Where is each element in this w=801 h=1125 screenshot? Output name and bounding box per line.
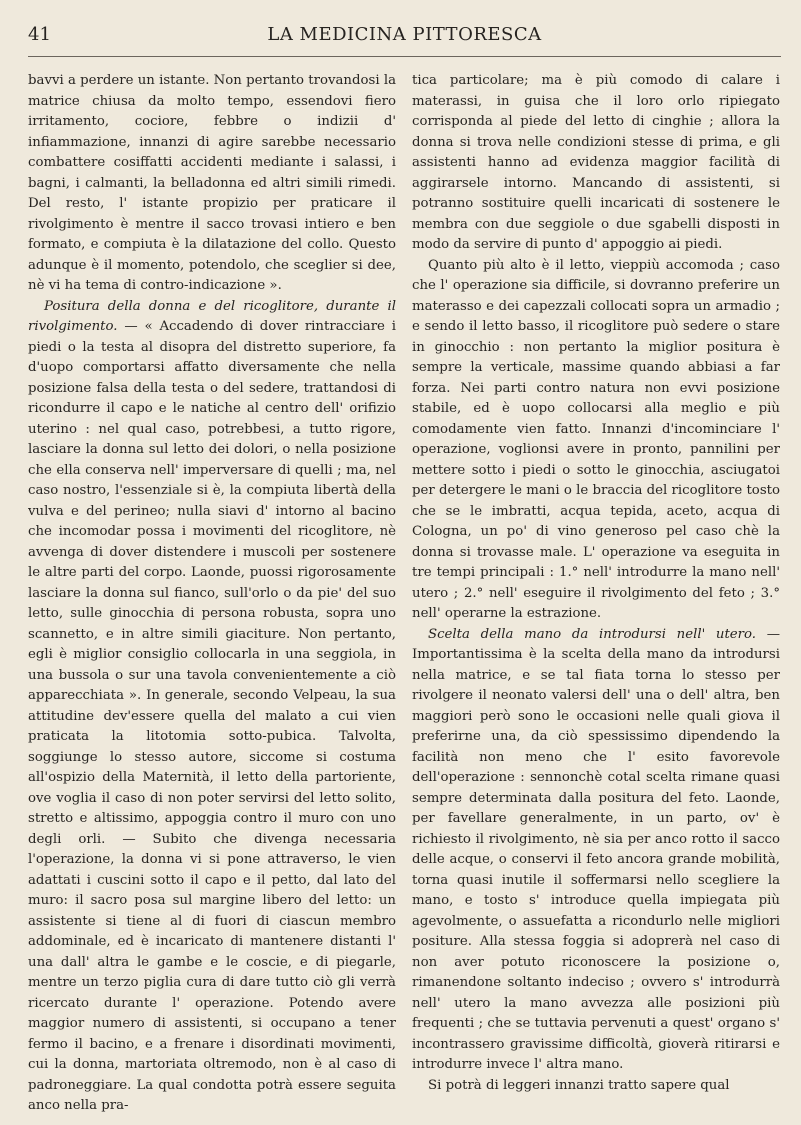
paragraph-text: Quanto più alto è il letto, vieppiù accomoda ; caso che l' operazione sia difficile, si dovranno preferire un materasso e dei capezzali collocati sopra un armadio ; e sendo il letto basso, il ricoglitore può sedere o stare in ginocchio : non pertanto la miglior positura è sempre la verticale, massime quando abbiasi a far forza. Nei parti contro natura non evvi posizione stabile, ed è uopo collocarsi alla meglio e più comodamente vien fatto. Innanzi d'incominciare l' operazione, voglionsi avere in pronto, pannilini per mettere sotto i piedi o sotto le ginocchia, asciugatoi per detergere le mani o le braccia del ricoglitore tosto che se le imbratti, acqua tepida, aceto, acqua di Cologna, un po' di vino generoso pel caso chè la donna si trovasse male. L' operazione va eseguita in tre tempi principali : 1.° nell' introdurre la mano nell' utero ; 2.° nell' eseguire il rivolgimento del feto ; 3.° nell' operarne la estrazione. — [412, 257, 780, 621]
paragraph — [412, 625, 780, 1076]
paragraph — [412, 71, 780, 256]
text-columns — [28, 71, 781, 1117]
paragraph — [28, 297, 396, 1117]
running-title: LA MEDICINA PITTORESCA — [267, 24, 542, 45]
section-heading: Positura della donna e del ricoglitore, durante il rivolgimento. — [28, 298, 396, 334]
paragraph-text: bavvi a perdere un istante. Non pertanto trovandosi la matrice chiusa da molto tempo, essendovi fiero irritamento, cociore, febbre o indizii d' infiammazione, innanzi di agire sarebbe necessario combattere cosiffatti accidenti mediante i salassi, i bagni, i calmanti, la belladonna ed altri simili rimedi. Del resto, l' istante propizio per praticare il rivolgimento è mentre il sacco trovasi intiero e ben formato, e compiuta è la dilatazione del collo. Questo adunque è il momento, potendolo, che sceglier si dee, nè vi ha tema di contro-indicazione ». — [28, 73, 396, 293]
section-heading: Scelta della mano da introdursi nell' utero. — [428, 626, 757, 642]
paragraph-text: — « Accadendo di dover rintracciare i piedi o la testa al disopra del distretto superiore, fa d'uopo comportarsi affatto diversamente che nella posizione falsa della testa o del sedere, trattandosi di ricondurre il capo e le natiche al centro dell' orifizio uterino : nel qual caso, potrebbesi, a tutto rigore, lasciare la donna sul letto dei dolori, o nella posizione che ella conserva nell' imperversare di quelli ; ma, nel caso nostro, l'essenziale si è, la compiuta libertà della vulva e del perineo; nulla siavi d' intorno al bacino che incomodar possa i movimenti del ricoglitore, nè avvenga di dover distendere i muscoli per sostenere le altre parti del corpo. Laonde, puossi rigorosamente lasciare la donna sul fianco, sull'orlo o da pie' del suo letto, sulle ginocchia di persona robusta, sopra uno scannetto, e in altre simili giaciture. Non pertanto, egli è miglior consiglio collocarla in una seggiola, in una bussola o sur una tavola convenientemente a ciò apparecchiata ». In generale, secondo Velpeau, la sua attitudine dev'essere quella del malato a cui vien praticata la litotomia sotto-pubica. Talvolta, soggiunge lo stesso autore, siccome si costuma all'ospizio della Maternità, il letto della partoriente, ove voglia il caso di non poter servirsi del letto solito, stretto e altissimo, appoggia contro il muro con uno degli orli. — Subito che divenga necessaria l'operazione, la donna vi si pone attraverso, le vien adattati i cuscini sotto il capo e il petto, dal lato del muro: il sacro posa sul margine libero del letto: un assistente si tiene al di fuori di ciascun membro addominale, ed è incaricato di mantenere distanti l' una dall' altra le gambe e le coscie, e di piegarle, mentre un terzo piglia cura di dare tutto ciò gli verrà ricercato durante l' operazione. Potendo avere maggior numero di assistenti, si occupano a tener fermo il bacino, e a frenare i disordinati movimenti, cui la donna, martoriata oltremodo, non è al caso di padroneggiare. La qual condotta potrà essere seguita anco nella pra- — [28, 319, 396, 1113]
page-header — [28, 16, 781, 57]
paragraph — [412, 256, 780, 625]
paragraph-text: tica particolare; ma è più comodo di calare i materassi, in guisa che il loro orlo ripiegato corrisponda al piede del letto di cinghie ; allora la donna si trova nelle condizioni stesse di prima, e gli assistenti hanno ad evidenza maggior facilità di aggirarsele intorno. Mancando di assistenti, si potranno sostituire quelli incaricati di sostenere le membra con due seggiole o due sgabelli disposti in modo da servire di punto d' appoggio ai piedi. — [412, 73, 780, 252]
page-number: 41 — [28, 24, 51, 45]
paragraph — [28, 71, 396, 297]
left-column — [28, 71, 396, 1117]
paragraph-text: Si potrà di leggeri innanzi tratto sapere qual — [428, 1077, 730, 1093]
paragraph-text: — Importantissima è la scelta della mano da introdursi nella matrice, e se tal fiata torna lo stesso per rivolgere il neonato valersi dell' una o dell' altra, ben maggiori però sono le occasioni nelle quali giova il preferirne una, da ciò spessissimo dipendendo la facilità non meno che l' esito favorevole dell'operazione : sennonchè cotal scelta rimane quasi sempre determinata dalla positura del feto. Laonde, per favellare generalmente, in un parto, ov' è richiesto il rivolgimento, nè sia per anco rotto il sacco delle acque, o conservi il feto ancora grande mobilità, torna quasi inutile il soffermarsi nello scegliere la mano, e tosto s' introduce quella impiegata più agevolmente, o assuefatta a ricondurlo nelle migliori positure. Alla stessa foggia si adoprerà nel caso di non aver potuto riconoscere la posizione o, rimanendone soltanto indeciso ; ovvero s' introdurrà nell' utero la mano avvezza alle posizioni più frequenti ; che se tuttavia pervenuti a quest' organo s' incontrassero gravissime difficoltà, gioverà ritirarsi e introdurre invece l' altra mano. — [412, 626, 780, 1072]
paragraph — [412, 1076, 780, 1097]
right-column — [412, 71, 780, 1096]
